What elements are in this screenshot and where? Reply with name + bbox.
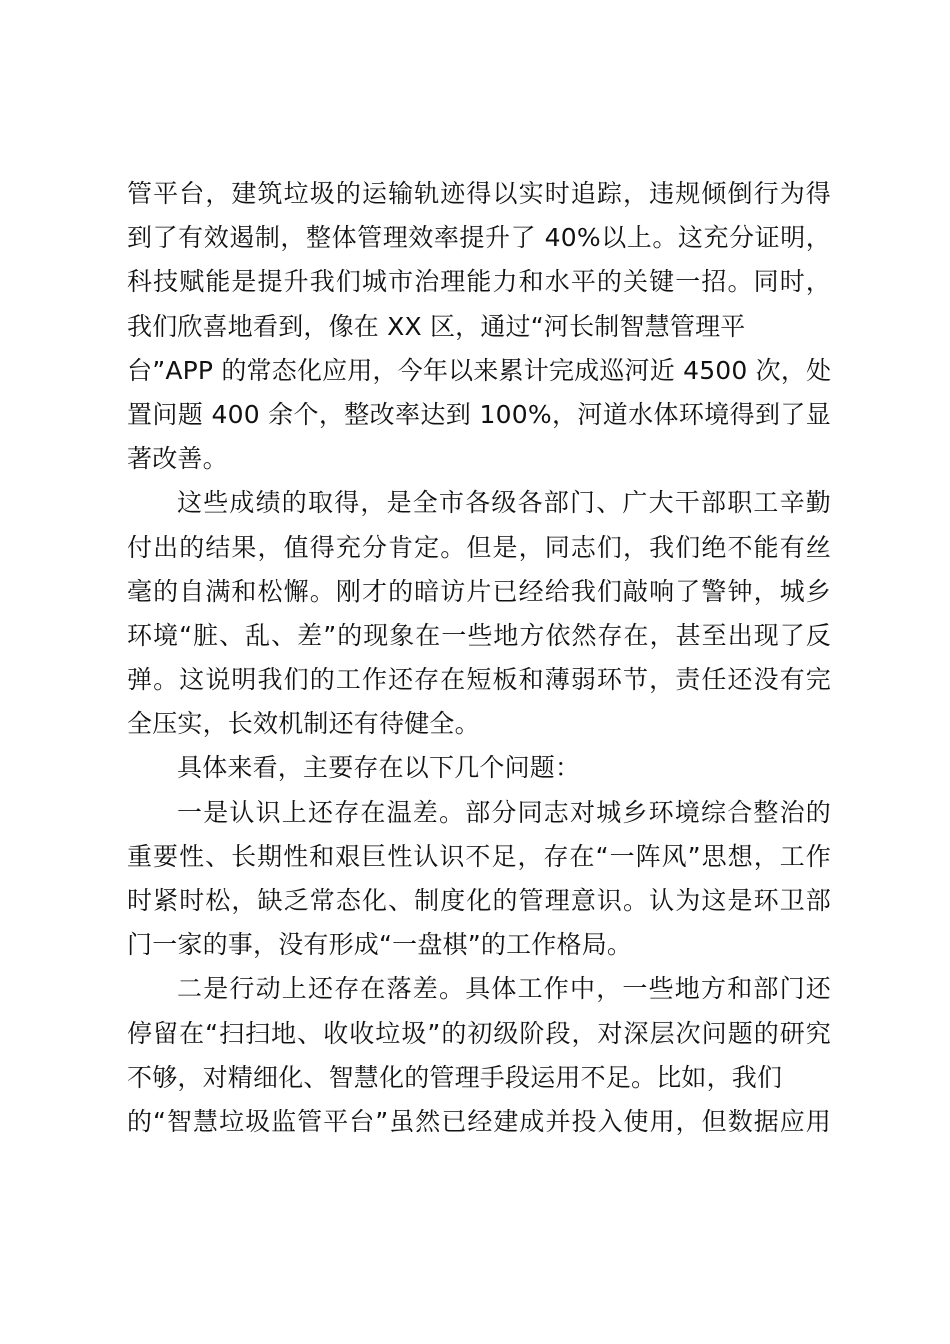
text-line: 到了有效遏制，整体管理效率提升了 40%以上。这充分证明， [127, 223, 831, 253]
text-line: 置问题 400 余个，整改率达到 100%，河道水体环境得到了显 [127, 399, 831, 429]
paragraph-first-line: 一是认识上还存在温差。部分同志对城乡环境综合整治的 [177, 797, 831, 827]
paragraph-first-line: 二是行动上还存在落差。具体工作中，一些地方和部门还 [177, 974, 831, 1004]
text-line: 毫的自满和松懈。刚才的暗访片已经给我们敲响了警钟，城乡 [127, 576, 831, 606]
paragraph-first-line: 这些成绩的取得，是全市各级各部门、广大干部职工辛勤 [177, 488, 831, 518]
text-line: 管平台，建筑垃圾的运输轨迹得以实时追踪，违规倾倒行为得 [127, 179, 831, 208]
text-line: 全压实，长效机制还有待健全。 [127, 709, 480, 739]
text-line: 环境“脏、乱、差”的现象在一些地方依然存在，甚至出现了反 [127, 620, 831, 650]
text-line: 弹。这说明我们的工作还存在短板和薄弱环节，责任还没有完 [127, 665, 831, 695]
document-body [127, 172, 831, 1144]
text-line: 台”APP 的常态化应用，今年以来累计完成巡河近 4500 次，处 [127, 355, 832, 385]
paragraph-first-line: 具体来看，主要存在以下几个问题： [177, 753, 581, 783]
text-line: 的“智慧垃圾监管平台”虽然已经建成并投入使用，但数据应用 [127, 1106, 831, 1136]
text-line: 门一家的事，没有形成“一盘棋”的工作格局。 [127, 930, 633, 960]
text-line: 重要性、长期性和艰巨性认识不足，存在“一阵风”思想，工作 [127, 841, 831, 871]
text-line: 时紧时松，缺乏常态化、制度化的管理意识。认为这是环卫部 [127, 886, 831, 915]
text-line: 付出的结果，值得充分肯定。但是，同志们，我们绝不能有丝 [127, 532, 831, 562]
text-line: 停留在“扫扫地、收收垃圾”的初级阶段，对深层次问题的研究 [127, 1018, 831, 1048]
text-line: 不够，对精细化、智慧化的管理手段运用不足。比如，我们 [127, 1062, 783, 1092]
text-line: 我们欣喜地看到，像在 XX 区，通过“河长制智慧管理平 [127, 311, 746, 341]
text-line: 著改善。 [127, 444, 228, 474]
text-line: 科技赋能是提升我们城市治理能力和水平的关键一招。同时， [127, 267, 831, 297]
